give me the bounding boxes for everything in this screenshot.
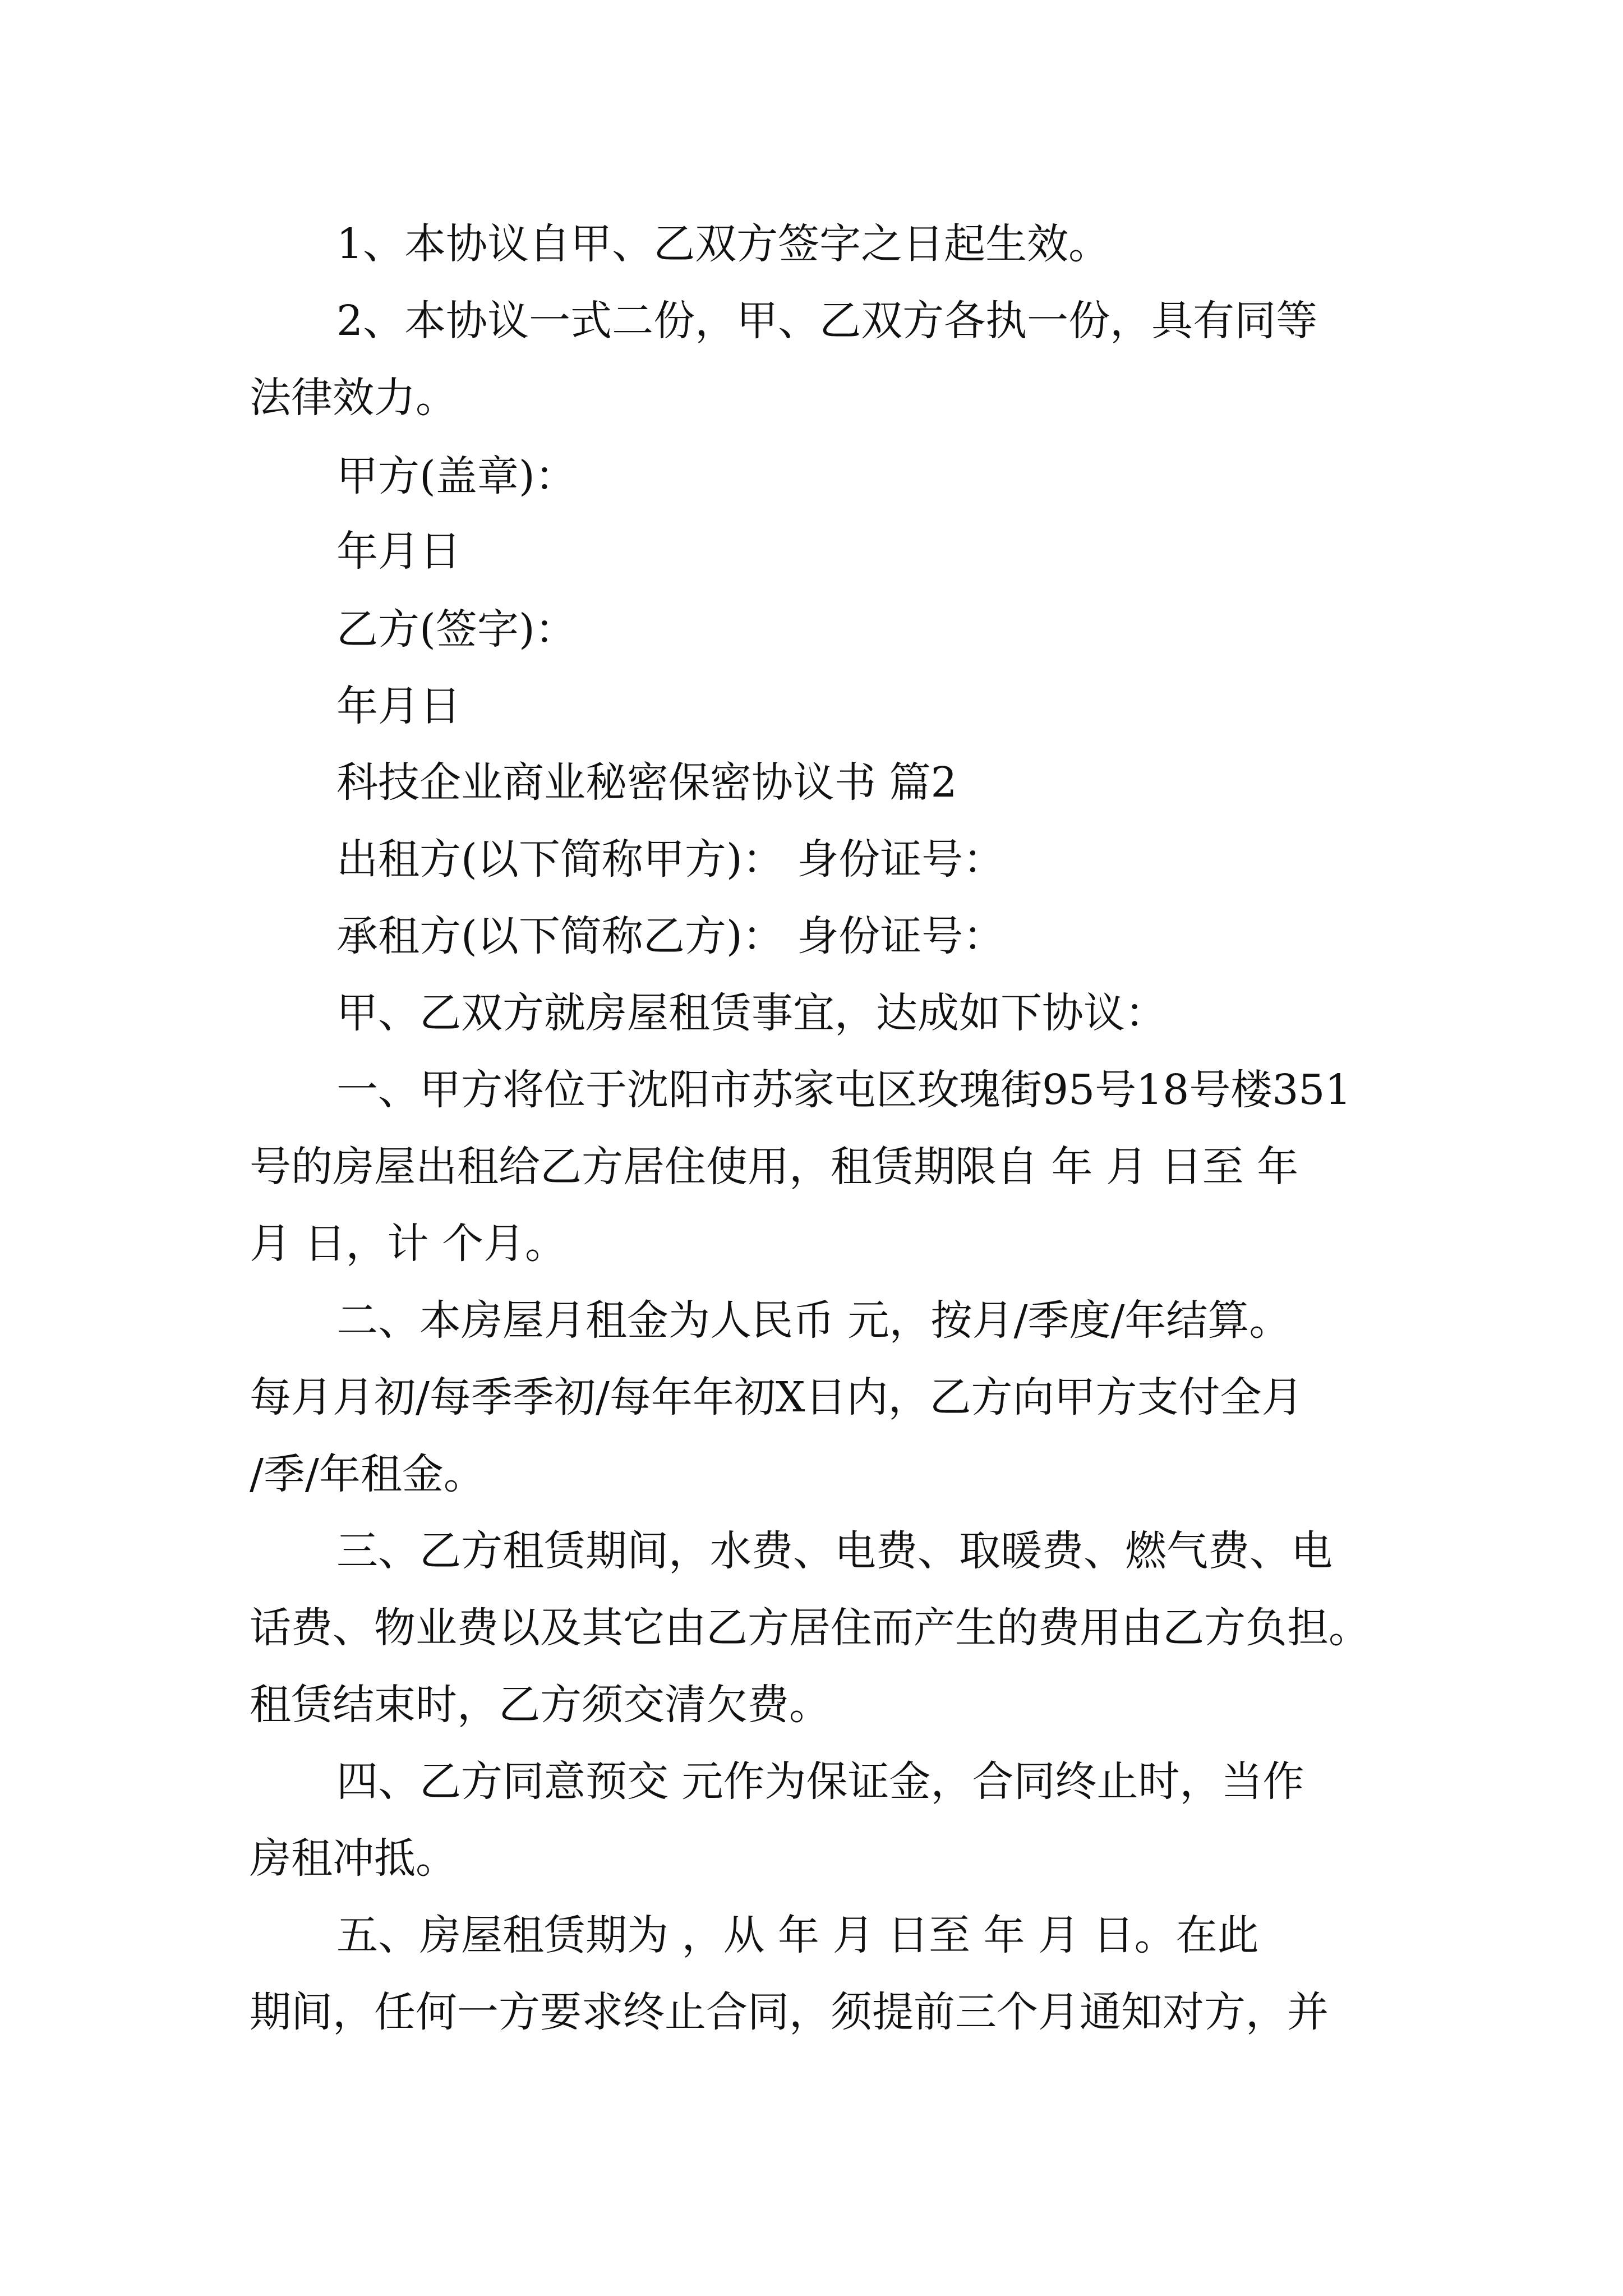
clause-5-line-2: 期间，任何一方要求终止合同，须提前三个月通知对方，并	[250, 1988, 1329, 2036]
party-b-sign-line: 乙方(签字)：	[336, 605, 577, 654]
clause-1-line-1: 一、甲方将位于沈阳市苏家屯区玫瑰街95号18号楼351	[336, 1066, 1352, 1114]
agreement-intro: 甲、乙双方就房屋租赁事宜，达成如下协议：	[336, 989, 1166, 1037]
party-b-date-line: 年月日	[336, 682, 461, 730]
lessee-line: 承租方(以下简称乙方)： 身份证号：	[336, 912, 1005, 960]
section-title: 科技企业商业秘密保密协议书 篇2	[336, 758, 957, 807]
party-a-seal-line: 甲方(盖章)：	[336, 452, 577, 500]
clause-3-line-2: 话费、物业费以及其它由乙方居住而产生的费用由乙方负担。	[250, 1604, 1370, 1652]
party-a-date-line: 年月日	[336, 527, 461, 576]
clause-3-line-3: 租赁结束时，乙方须交清欠费。	[250, 1681, 831, 1729]
para-2-line-2: 法律效力。	[250, 374, 457, 422]
clause-3-line-1: 三、乙方租赁期间，水费、电费、取暖费、燃气费、电	[336, 1527, 1332, 1575]
clause-2-line-1: 二、本房屋月租金为人民币 元，按月/季度/年结算。	[336, 1296, 1291, 1345]
clause-1-line-2: 号的房屋出租给乙方居住使用，租赁期限自 年 月 日至 年	[250, 1143, 1299, 1191]
para-1-line-1: 1、本协议自甲、乙双方签字之日起生效。	[336, 220, 1110, 268]
clause-1-line-3: 月 日，计 个月。	[250, 1220, 567, 1268]
lessor-line: 出租方(以下简称甲方)： 身份证号：	[336, 835, 1005, 884]
clause-4-line-2: 房租冲抵。	[250, 1834, 457, 1883]
clause-2-line-3: /季/年租金。	[250, 1450, 485, 1498]
clause-5-line-1: 五、房屋租赁期为 ，从 年 月 日至 年 月 日。在此	[336, 1911, 1259, 1959]
clause-4-line-1: 四、乙方同意预交 元作为保证金，合同终止时，当作	[336, 1757, 1304, 1806]
clause-2-line-2: 每月月初/每季季初/每年年初X日内，乙方向甲方支付全月	[250, 1373, 1303, 1421]
para-2-line-1: 2、本协议一式二份，甲、乙双方各执一份，具有同等	[336, 297, 1318, 345]
